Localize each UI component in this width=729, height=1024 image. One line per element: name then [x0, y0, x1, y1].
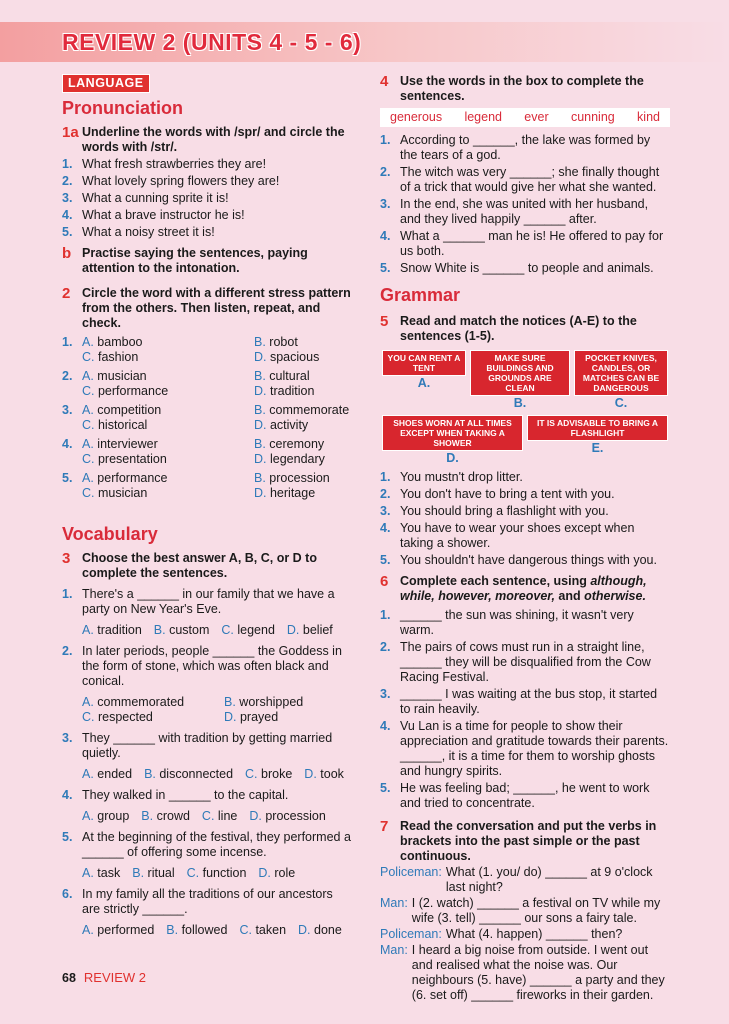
option-b: [254, 471, 354, 486]
footer-label: REVIEW 2: [83, 970, 147, 985]
item-number: 4.: [380, 229, 391, 243]
option-text: historical: [97, 418, 148, 432]
language-label: LANGUAGE: [62, 74, 150, 93]
option-letter: C.: [82, 452, 98, 466]
option-letter: A.: [82, 369, 98, 383]
notice-sign: MAKE SURE BUILDINGS AND GROUNDS ARE CLEAN: [470, 350, 570, 396]
item-text: At the beginning of the festival, they performed a ______ of offering some incense.: [82, 830, 351, 859]
option-text: interviewer: [97, 437, 158, 451]
word-box: [380, 108, 670, 127]
option-text: ceremony: [269, 437, 325, 451]
speaker: Policeman:: [380, 865, 442, 879]
option-letter: D.: [298, 923, 315, 937]
option-c: [202, 809, 237, 824]
item-text: The pairs of cows must run in a straight line, ______ they will be disqualified from the Cow Racing Festival.: [400, 640, 651, 684]
item-text: What a cunning sprite it is!: [82, 191, 229, 205]
item-text: The witch was very ______; she finally thought of a trick that would give her what she wanted.: [400, 165, 660, 194]
item-number: 2.: [380, 165, 391, 179]
option-d: [254, 384, 354, 399]
option-letter: A.: [82, 437, 98, 451]
option-c: [82, 418, 254, 433]
item-text: In my family all the traditions of our ancestors are strictly ______.: [82, 887, 333, 916]
option-b: [166, 923, 227, 938]
notice-cell: [527, 415, 668, 466]
item-number: 6.: [62, 887, 73, 901]
notice-letter: A.: [417, 376, 431, 390]
item-text: They ______ with tradition by getting married quietly.: [82, 731, 333, 760]
page-number: 68: [62, 971, 76, 985]
exercise-3: 3 Choose the best answer A, B, C, or D to complete the sentences.: [62, 550, 317, 580]
left-column: [62, 74, 354, 938]
option-letter: C.: [82, 418, 98, 432]
option-text: legendary: [269, 452, 325, 466]
list-item: [62, 369, 354, 399]
item-number: 4.: [62, 788, 73, 802]
footer: [62, 970, 146, 986]
item-text: He was feeling bad; ______, he went to work and tried to concentrate.: [400, 781, 650, 810]
option-c: [82, 384, 254, 399]
option-a: [82, 623, 142, 638]
item-number: 2.: [380, 640, 391, 654]
option-letter: B.: [153, 623, 170, 637]
option-text: taken: [255, 923, 287, 937]
notice-cell: [470, 350, 570, 411]
notices-row-2: [380, 415, 670, 466]
option-text: disconnected: [159, 767, 234, 781]
option-text: custom: [169, 623, 210, 637]
notice-letter: D.: [446, 451, 459, 465]
option-d: [258, 866, 295, 881]
conversation-line: [380, 865, 670, 895]
item-number: 3.: [62, 731, 73, 745]
list-item: [380, 608, 670, 638]
item-text: What a brave instructor he is!: [82, 208, 245, 222]
option-a: [82, 866, 120, 881]
list-item: [380, 687, 670, 717]
list-item: [380, 781, 670, 811]
notice-sign: POCKET KNIVES, CANDLES, OR MATCHES CAN BE DANGEROUS: [574, 350, 668, 396]
option-text: ritual: [147, 866, 175, 880]
ex3-list: [62, 587, 354, 938]
list-item: [380, 470, 670, 485]
ex7-conversation: [380, 865, 670, 1003]
option-text: prayed: [239, 710, 279, 724]
notice-letter: B.: [513, 396, 527, 410]
item-number: 3.: [380, 504, 391, 518]
option-letter: C.: [82, 384, 98, 398]
item-text: You mustn't drop litter.: [400, 470, 523, 484]
option-b: [132, 866, 174, 881]
ex5-list: [380, 470, 670, 568]
option-b: [224, 695, 344, 710]
item-text: What lovely spring flowers they are!: [82, 174, 280, 188]
item-number: 4.: [380, 521, 391, 535]
item-text: In the end, she was united with her husband, and they lived happily ______ after.: [400, 197, 649, 226]
option-letter: A.: [82, 403, 98, 417]
notice-cell: [382, 415, 523, 466]
option-text: belief: [302, 623, 333, 637]
item-number: 2.: [62, 644, 73, 658]
list-item: [380, 521, 670, 551]
item-text: You have to wear your shoes except when taking a shower.: [400, 521, 635, 550]
option-b: [254, 437, 354, 452]
option-d: [304, 767, 344, 782]
option-letter: D.: [224, 710, 240, 724]
speaker: Man:: [380, 896, 408, 910]
option-grid: [82, 437, 354, 467]
option-b: [154, 623, 210, 638]
option-c: [239, 923, 286, 938]
option-letter: C.: [82, 486, 98, 500]
item-number: 3.: [380, 687, 391, 701]
item-number: 4.: [380, 719, 391, 733]
option-letter: B.: [254, 335, 270, 349]
option-letter: B.: [166, 923, 182, 937]
option-letter: C.: [186, 866, 203, 880]
option-letter: C.: [239, 923, 256, 937]
word-box-word: ever: [524, 110, 549, 124]
conversation-line: [380, 943, 670, 1003]
line-text: I heard a big noise from outside. I went out and realised what the noise was. Our neighbours (5. have) ______ a party and they (6. set off) ______ fireworks in their garden.: [411, 943, 665, 1002]
option-letter: D.: [304, 767, 321, 781]
list-item: [62, 335, 354, 365]
pronunciation-heading: Pronunciation: [62, 98, 183, 118]
item-text: You don't have to bring a tent with you.: [400, 487, 615, 501]
option-a: [82, 369, 254, 384]
item-number: 1.: [380, 133, 391, 147]
option-a: [82, 695, 224, 710]
line-text: What (4. happen) ______ then?: [445, 927, 623, 941]
exercise-2: 2 Circle the word with a different stress pattern from the others. Then listen, repeat, and check.: [62, 285, 351, 330]
notice-cell: [574, 350, 668, 411]
option-text: function: [202, 866, 247, 880]
option-text: musician: [97, 486, 148, 500]
option-grid: [82, 369, 354, 399]
options: [82, 623, 354, 638]
option-b: [254, 403, 354, 418]
option-grid: [82, 403, 354, 433]
list-item: [380, 553, 670, 568]
option-letter: A.: [82, 923, 98, 937]
option-letter: B.: [141, 809, 157, 823]
page-title: REVIEW 2 (UNITS 4 - 5 - 6): [62, 29, 362, 55]
option-letter: B.: [132, 866, 148, 880]
option-text: commemorate: [269, 403, 350, 417]
vocabulary-heading: Vocabulary: [62, 524, 158, 544]
option-letter: B.: [254, 403, 270, 417]
options: [82, 809, 354, 824]
list-item: [62, 437, 354, 467]
list-item: [62, 208, 354, 223]
option-letter: C.: [82, 350, 98, 364]
conversation-line: [380, 896, 670, 926]
item-number: 2.: [62, 174, 73, 188]
item-number: 1.: [62, 335, 73, 349]
item-number: 3.: [380, 197, 391, 211]
option-letter: A.: [82, 471, 98, 485]
option-letter: A.: [82, 623, 98, 637]
ex4-list: [380, 133, 670, 276]
item-text: According to ______, the lake was formed by the tears of a god.: [400, 133, 651, 162]
item-number: 4.: [62, 437, 73, 451]
option-a: [82, 335, 254, 350]
list-item: [380, 487, 670, 502]
item-number: 3.: [62, 403, 73, 417]
item-number: 1.: [62, 587, 73, 601]
option-letter: C.: [201, 809, 218, 823]
option-text: fashion: [97, 350, 139, 364]
option-text: group: [97, 809, 130, 823]
item-text: They walked in ______ to the capital.: [82, 788, 289, 802]
option-letter: D.: [254, 350, 270, 364]
ex1a-list: [62, 157, 354, 240]
notice-sign: YOU CAN RENT A TENT: [382, 350, 466, 376]
notice-letter: C.: [614, 396, 628, 410]
list-item: [62, 191, 354, 206]
option-letter: D.: [254, 384, 270, 398]
option-a: [82, 923, 154, 938]
option-text: commemorated: [97, 695, 185, 709]
item-number: 1.: [380, 470, 391, 484]
option-grid: [82, 471, 354, 501]
list-item: [62, 830, 354, 860]
word-box-word: cunning: [570, 110, 615, 124]
item-text: Snow White is ______ to people and animals.: [400, 261, 654, 275]
word-box-word: legend: [464, 110, 502, 124]
conversation-line: [380, 927, 670, 942]
list-item: [380, 504, 670, 519]
list-item: [62, 587, 354, 617]
list-item: [62, 644, 354, 689]
item-number: 5.: [380, 781, 391, 795]
option-text: role: [274, 866, 296, 880]
item-text: What fresh strawberries they are!: [82, 157, 267, 171]
option-a: [82, 767, 132, 782]
item-text: ______ I was waiting at the bus stop, it started to rain heavily.: [400, 687, 658, 716]
option-letter: D.: [254, 452, 270, 466]
option-d: [254, 418, 354, 433]
list-item: [380, 197, 670, 227]
item-number: 5.: [62, 830, 73, 844]
option-c: [245, 767, 292, 782]
right-column: [380, 74, 670, 1003]
option-text: tradition: [269, 384, 315, 398]
speaker: Man:: [380, 943, 408, 957]
option-letter: B.: [224, 695, 240, 709]
speaker: Policeman:: [380, 927, 442, 941]
option-a: [82, 471, 254, 486]
option-letter: A.: [82, 866, 98, 880]
option-letter: B.: [254, 437, 270, 451]
option-d: [287, 623, 333, 638]
option-a: [82, 437, 254, 452]
list-item: [62, 731, 354, 761]
option-letter: A.: [82, 767, 98, 781]
exercise-7: 7 Read the conversation and put the verbs in brackets into the past simple or the past continuous.: [380, 818, 657, 863]
item-text: Vu Lan is a time for people to show their appreciation and gratitude towards their parents. ______, it is a time for them to worship ghosts and hungry spirits.: [400, 719, 669, 778]
option-letter: C.: [82, 710, 98, 724]
option-letter: B.: [254, 471, 270, 485]
exercise-1a: 1a Underline the words with /spr/ and circle the words with /str/.: [62, 124, 345, 154]
option-text: line: [217, 809, 238, 823]
option-text: bamboo: [97, 335, 143, 349]
option-b: [144, 767, 233, 782]
exercise-6: 6 Complete each sentence, using although, while, however, moreover, and otherwise.: [380, 573, 647, 603]
options: [82, 866, 354, 881]
option-text: broke: [261, 767, 293, 781]
option-letter: B.: [254, 369, 270, 383]
list-item: [380, 165, 670, 195]
option-letter: B.: [144, 767, 160, 781]
option-c: [187, 866, 247, 881]
option-text: done: [314, 923, 342, 937]
item-text: In later periods, people ______ the Goddess in the form of stone, which was often black and conical.: [82, 644, 342, 688]
option-text: spacious: [269, 350, 320, 364]
list-item: [62, 887, 354, 917]
list-item: [62, 174, 354, 189]
option-c: [221, 623, 275, 638]
exercise-5: 5 Read and match the notices (A-E) to the sentences (1-5).: [380, 313, 637, 343]
ex2-list: [62, 335, 354, 501]
list-item: [62, 471, 354, 501]
list-item: [380, 261, 670, 276]
item-number: 1.: [380, 608, 391, 622]
item-number: 5.: [62, 471, 73, 485]
option-letter: D.: [254, 418, 270, 432]
option-text: legend: [237, 623, 275, 637]
option-text: performed: [97, 923, 155, 937]
notice-sign: SHOES WORN AT ALL TIMES EXCEPT WHEN TAKING A SHOWER: [382, 415, 523, 451]
option-a: [82, 809, 129, 824]
option-text: cultural: [269, 369, 310, 383]
option-letter: A.: [82, 809, 98, 823]
option-text: tradition: [97, 623, 142, 637]
item-text: You should bring a flashlight with you.: [400, 504, 609, 518]
option-d: [298, 923, 342, 938]
notice-sign: IT IS ADVISABLE TO BRING A FLASHLIGHT: [527, 415, 668, 441]
exercise-1b: b Practise saying the sentences, paying attention to the intonation.: [62, 245, 308, 275]
option-b: [254, 335, 354, 350]
options: [82, 767, 354, 782]
option-letter: C.: [221, 623, 238, 637]
list-item: [62, 788, 354, 803]
option-a: [82, 403, 254, 418]
line-text: What (1. you/ do) ______ at 9 o'clock last night?: [445, 865, 653, 894]
notice-letter: E.: [591, 441, 604, 455]
option-letter: A.: [82, 335, 98, 349]
option-text: followed: [181, 923, 228, 937]
list-item: [62, 403, 354, 433]
option-text: activity: [269, 418, 309, 432]
item-number: 4.: [62, 208, 73, 222]
line-text: I (2. watch) ______ a festival on TV while my wife (3. tell) ______ our sons a fairy tale.: [411, 896, 661, 925]
options: [82, 923, 354, 938]
option-text: musician: [97, 369, 147, 383]
item-number: 5.: [380, 261, 391, 275]
list-item: [380, 229, 670, 259]
list-item: [62, 157, 354, 172]
option-c: [82, 486, 254, 501]
option-letter: D.: [286, 623, 303, 637]
option-c: [82, 710, 224, 725]
word-box-word: kind: [637, 110, 660, 124]
option-grid: [82, 335, 354, 365]
option-c: [82, 452, 254, 467]
option-text: task: [97, 866, 121, 880]
option-d: [254, 452, 354, 467]
option-d: [254, 350, 354, 365]
item-text: What a noisy street it is!: [82, 225, 215, 239]
item-text: What a ______ man he is! He offered to pay for us both.: [400, 229, 664, 258]
item-number: 1.: [62, 157, 73, 171]
option-d: [254, 486, 354, 501]
option-text: crowd: [156, 809, 190, 823]
option-d: [224, 710, 344, 725]
option-text: procession: [265, 809, 326, 823]
option-text: performance: [97, 384, 169, 398]
item-text: There's a ______ in our family that we have a party on New Year's Eve.: [82, 587, 335, 616]
item-text: ______ the sun was shining, it wasn't very warm.: [400, 608, 634, 637]
grammar-heading: Grammar: [380, 285, 461, 305]
item-number: 5.: [62, 225, 73, 239]
option-b: [254, 369, 354, 384]
option-text: competition: [97, 403, 162, 417]
option-letter: D.: [254, 486, 270, 500]
list-item: [380, 133, 670, 163]
ex6-list: [380, 608, 670, 811]
option-text: took: [320, 767, 344, 781]
option-letter: A.: [82, 695, 98, 709]
option-text: performance: [97, 471, 168, 485]
exercise-4: 4 Use the words in the box to complete the sentences.: [380, 73, 644, 103]
option-letter: C.: [245, 767, 262, 781]
option-letter: D.: [249, 809, 266, 823]
word-box-word: generous: [390, 110, 443, 124]
option-text: worshipped: [239, 695, 304, 709]
options: [82, 695, 354, 725]
option-text: respected: [97, 710, 153, 724]
option-letter: D.: [258, 866, 275, 880]
notices-row-1: [380, 350, 670, 411]
list-item: [380, 640, 670, 685]
option-text: robot: [269, 335, 298, 349]
item-number: 5.: [380, 553, 391, 567]
option-text: heritage: [269, 486, 316, 500]
option-b: [141, 809, 190, 824]
notices: [380, 350, 670, 466]
option-c: [82, 350, 254, 365]
option-d: [249, 809, 325, 824]
option-text: ended: [97, 767, 133, 781]
item-number: 3.: [62, 191, 73, 205]
list-item: [62, 225, 354, 240]
option-text: presentation: [97, 452, 167, 466]
list-item: [380, 719, 670, 779]
item-text: You shouldn't have dangerous things with you.: [400, 553, 657, 567]
option-text: procession: [269, 471, 330, 485]
item-number: 2.: [380, 487, 391, 501]
item-number: 2.: [62, 369, 73, 383]
notice-cell: [382, 350, 466, 411]
